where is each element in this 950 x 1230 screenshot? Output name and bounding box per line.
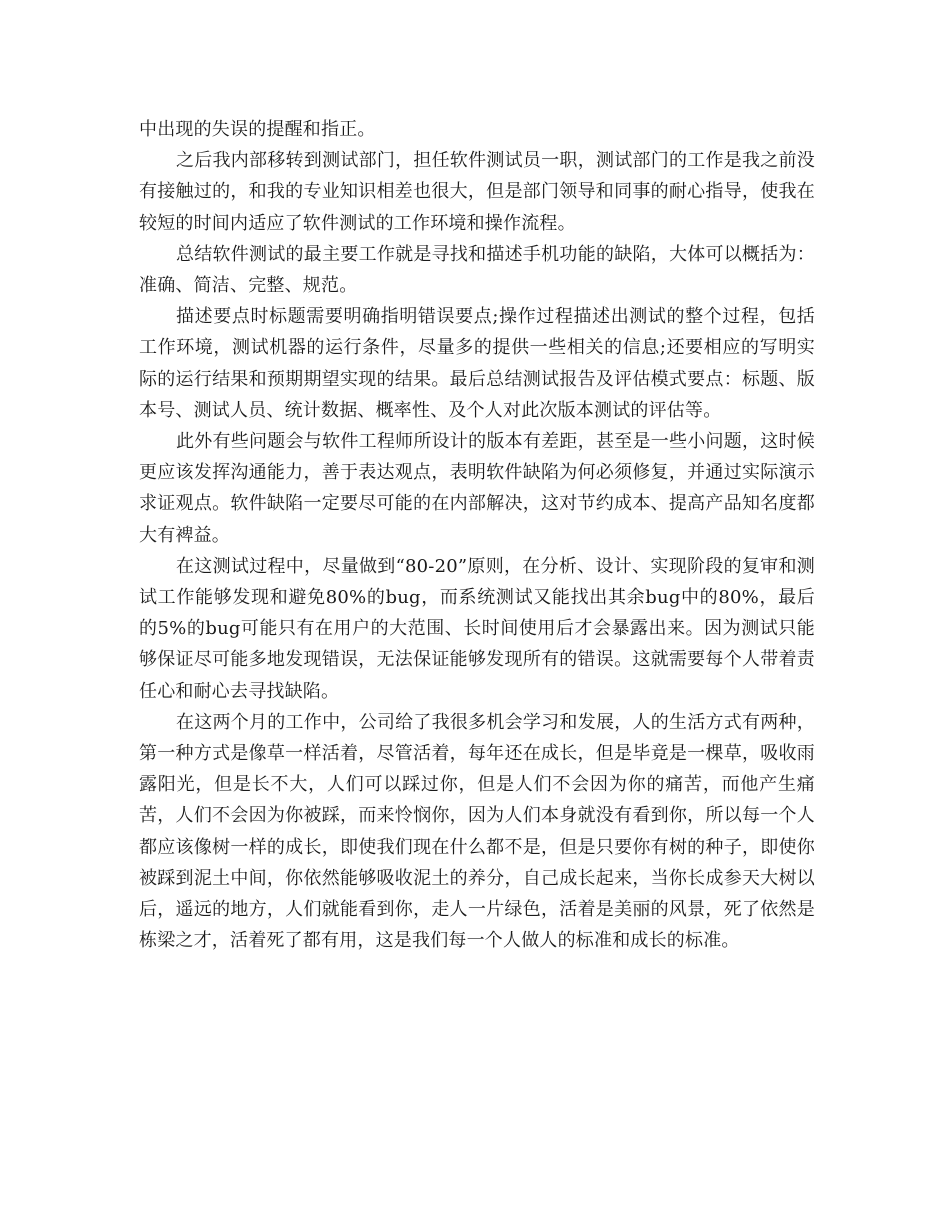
paragraph-growth-reflection: 在这两个月的工作中，公司给了我很多机会学习和发展，人的生活方式有两种，第一种方式是像草一样活着，尽管活着，每年还在成长，但是毕竟是一棵草，吸收雨露阳光，但是长不大，人们可以踩过你，但是人们不会因为你的痛苦，而他产生痛苦，人们不会因为你被踩，而来怜悯你，因为人们本身就没有看到你，所以每一个人都应该像树一样的成长，即使我们现在什么都不是，但是只要你有树的种子，即使你被踩到泥土中间，你依然能够吸收泥土的养分，自己成长起来，当你长成参天大树以后，遥远的地方，人们就能看到你，走人一片绿色，活着是美丽的风景，死了依然是栋梁之才，活着死了都有用，这是我们每一个人做人的标准和成长的标准。 [139, 711, 815, 952]
paragraph-transfer-to-testing: 之后我内部移转到测试部门，担任软件测试员一职，测试部门的工作是我之前没有接触过的，和我的专业知识相差也很大，但是部门领导和同事的耐心指导，使我在较短的时间内适应了软件测试的工作环境和操作流程。 [139, 150, 815, 234]
paragraph-80-20-principle: 在这测试过程中，尽量做到“80-20”原则，在分析、设计、实现阶段的复审和测试工作能够发现和避免80%的bug，而系统测试又能找出其余bug中的80%，最后的5%的bug可能只有在用户的大范围、长时间使用后才会暴露出来。因为测试只能够保证尽可能多地发现错误，无法保证能够发现所有的错误。这就需要每个人带着责任心和耐心去寻找缺陷。 [139, 555, 815, 702]
paragraph-testing-summary: 总结软件测试的最主要工作就是寻找和描述手机功能的缺陷，大体可以概括为：准确、简洁、完整、规范。 [139, 243, 815, 297]
paragraph-continuation: 中出现的失误的提醒和指正。 [139, 119, 376, 140]
document-body [139, 114, 815, 956]
paragraph-communication: 此外有些问题会与软件工程师所设计的版本有差距，甚至是一些小问题，这时候更应该发挥沟通能力，善于表达观点，表明软件缺陷为何必须修复，并通过实际演示求证观点。软件缺陷一定要尽可能的在内部解决，这对节约成本、提高产品知名度都大有裨益。 [139, 431, 815, 546]
paragraph-description-points: 描述要点时标题需要明确指明错误要点;操作过程描述出测试的整个过程，包括工作环境，测试机器的运行条件，尽量多的提供一些相关的信息;还要相应的写明实际的运行结果和预期期望实现的结果。最后总结测试报告及评估模式要点：标题、版本号、测试人员、统计数据、概率性、及个人对此次版本测试的评估等。 [139, 306, 815, 421]
